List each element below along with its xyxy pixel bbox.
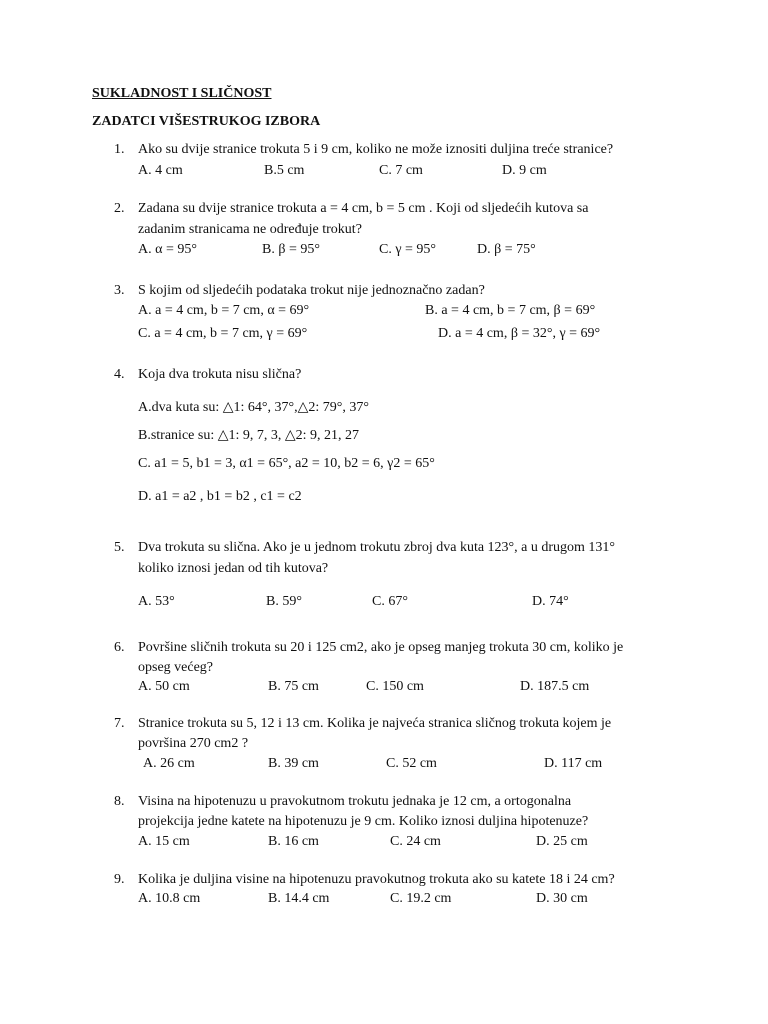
answer-option: B. 16 cm [268,834,319,849]
answer-option: B. a = 4 cm, b = 7 cm, β = 69° [425,303,596,318]
question-number: 7. [114,716,125,731]
answer-option: A. 10.8 cm [138,891,201,906]
question-text: opseg većeg? [138,660,214,675]
answer-option: B. 14.4 cm [268,891,330,906]
answer-option: C. 52 cm [386,756,437,771]
answer-option: D. a1 = a2 , b1 = b2 , c1 = c2 [138,489,302,504]
document-title: SUKLADNOST I SLIČNOST [92,86,272,101]
question-text: projekcija jedne katete na hipotenuzu je 9 cm. Koliko iznosi duljina hipotenuze? [138,814,589,829]
answer-option: D. β = 75° [477,242,536,257]
answer-option: D. 25 cm [536,834,588,849]
answer-option: B. β = 95° [262,242,320,257]
answer-option: C. 150 cm [366,679,424,694]
question-text: koliko iznosi jedan od tih kutova? [138,561,329,576]
answer-option: C. 67° [372,594,408,609]
question-number: 5. [114,540,125,555]
question-text: Ako su dvije stranice trokuta 5 i 9 cm, koliko ne može iznositi duljina treće stranice? [138,142,614,157]
answer-option: D. 187.5 cm [520,679,590,694]
answer-option: B. 75 cm [268,679,319,694]
answer-option: A. 15 cm [138,834,190,849]
answer-option: D. 30 cm [536,891,588,906]
question-text: zadanim stranicama ne određuje trokut? [138,222,362,237]
question-text: Stranice trokuta su 5, 12 i 13 cm. Kolika je najveća stranica sličnog trokuta kojem je [138,716,612,731]
question-number: 4. [114,367,125,382]
question-number: 2. [114,201,125,216]
question-text: Visina na hipotenuzu u pravokutnom trokutu jednaka je 12 cm, a ortogonalna [138,794,572,809]
question-text: Kolika je duljina visine na hipotenuzu pravokutnog trokuta ako su katete 18 i 24 cm? [138,872,615,887]
answer-option: B.stranice su: △1: 9, 7, 3, △2: 9, 21, 27 [138,428,360,443]
answer-option: A. 26 cm [143,756,195,771]
answer-option: C. a1 = 5, b1 = 3, α1 = 65°, a2 = 10, b2 = 6, γ2 = 65° [138,456,435,471]
answer-option: A. α = 95° [138,242,197,257]
answer-option: A. a = 4 cm, b = 7 cm, α = 69° [138,303,310,318]
question-text: S kojim od sljedećih podataka trokut nije jednoznačno zadan? [138,283,485,298]
question-number: 6. [114,640,125,655]
answer-option: A. 4 cm [138,163,183,178]
answer-option: C. a = 4 cm, b = 7 cm, γ = 69° [138,326,308,341]
answer-option: D. 9 cm [502,163,547,178]
answer-option: C. 7 cm [379,163,423,178]
answer-option: C. 24 cm [390,834,441,849]
question-number: 3. [114,283,125,298]
answer-option: A.dva kuta su: △1: 64°, 37°,△2: 79°, 37° [138,400,369,415]
question-text: Koja dva trokuta nisu slična? [138,367,302,382]
answer-option: B. 59° [266,594,302,609]
question-number: 8. [114,794,125,809]
answer-option: D. 74° [532,594,569,609]
question-text: Zadana su dvije stranice trokuta a = 4 cm, b = 5 cm . Koji od sljedećih kutova sa [138,201,589,216]
answer-option: D. a = 4 cm, β = 32°, γ = 69° [438,326,601,341]
question-number: 9. [114,872,125,887]
question-text: Dva trokuta su slična. Ako je u jednom trokutu zbroj dva kuta 123°, a u drugom 131° [138,540,616,555]
question-text: Površine sličnih trokuta su 20 i 125 cm2, ako je opseg manjeg trokuta 30 cm, koliko je [138,640,624,655]
question-text: površina 270 cm2 ? [138,736,249,751]
answer-option: A. 50 cm [138,679,190,694]
question-number: 1. [114,142,125,157]
answer-option: C. γ = 95° [379,242,437,257]
answer-option: B.5 cm [264,163,305,178]
section-heading: ZADATCI VIŠESTRUKOG IZBORA [92,114,321,129]
answer-option: A. 53° [138,594,175,609]
answer-option: D. 117 cm [544,756,603,771]
answer-option: B. 39 cm [268,756,319,771]
answer-option: C. 19.2 cm [390,891,452,906]
